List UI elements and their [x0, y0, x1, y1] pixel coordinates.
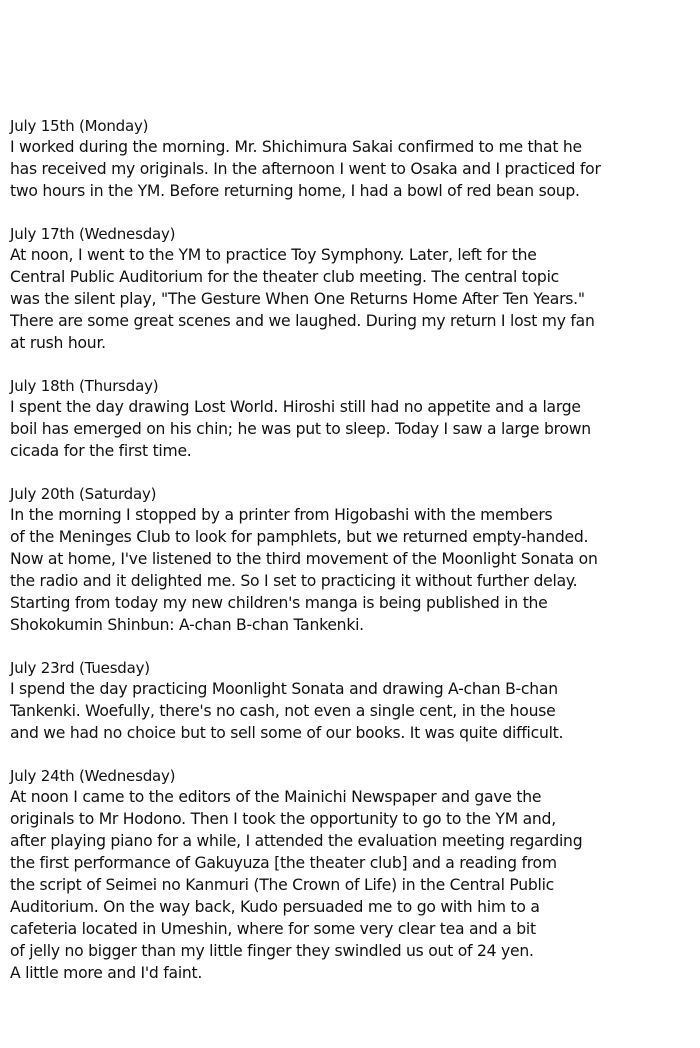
entry-line: of jelly no bigger than my little finger they swindled us out of 24 yen. [10, 942, 534, 960]
diary-entry [10, 116, 694, 202]
entry-date: July 15th (Monday) [10, 117, 149, 135]
entry-line: Tankenki. Woefully, there's no cash, not even a single cent, in the house [10, 702, 556, 720]
entry-line: boil has emerged on his chin; he was put to sleep. Today I saw a large brown [10, 420, 591, 438]
entry-line: the radio and it delighted me. So I set to practicing it without further delay. [10, 572, 578, 590]
entry-line: In the morning I stopped by a printer from Higobashi with the members [10, 506, 553, 524]
entry-line: cafeteria located in Umeshin, where for some very clear tea and a bit [10, 920, 536, 938]
entry-line: of the Meninges Club to look for pamphlets, but we returned empty-handed. [10, 528, 589, 546]
entry-line: at rush hour. [10, 334, 106, 352]
entry-line: A little more and I'd faint. [10, 964, 203, 982]
entry-line: originals to Mr Hodono. Then I took the opportunity to go to the YM and, [10, 810, 556, 828]
entry-line: and we had no choice but to sell some of our books. It was quite difficult. [10, 724, 564, 742]
diary-entry [10, 766, 694, 984]
entry-line: Auditorium. On the way back, Kudo persuaded me to go with him to a [10, 898, 540, 916]
diary-entry [10, 658, 694, 744]
entry-line: the first performance of Gakuyuza [the theater club] and a reading from [10, 854, 557, 872]
entry-line: At noon, I went to the YM to practice Toy Symphony. Later, left for the [10, 246, 537, 264]
diary-entry [10, 376, 694, 462]
entry-line: Now at home, I've listened to the third movement of the Moonlight Sonata on [10, 550, 598, 568]
entry-line: has received my originals. In the afternoon I went to Osaka and I practiced for [10, 160, 601, 178]
entry-date: July 23rd (Tuesday) [10, 659, 150, 677]
entry-date: July 20th (Saturday) [10, 485, 157, 503]
entry-date: July 17th (Wednesday) [10, 225, 176, 243]
diary-page [10, 116, 694, 1006]
entry-line: after playing piano for a while, I attended the evaluation meeting regarding [10, 832, 583, 850]
entry-date: July 24th (Wednesday) [10, 767, 176, 785]
entry-line: Starting from today my new children's manga is being published in the [10, 594, 548, 612]
entry-line: Shokokumin Shinbun: A-chan B-chan Tankenki. [10, 616, 364, 634]
entry-line: two hours in the YM. Before returning home, I had a bowl of red bean soup. [10, 182, 580, 200]
entry-line: I spend the day practicing Moonlight Sonata and drawing A-chan B-chan [10, 680, 558, 698]
entry-line: Central Public Auditorium for the theater club meeting. The central topic [10, 268, 559, 286]
diary-entry [10, 224, 694, 354]
entry-line: I spent the day drawing Lost World. Hiroshi still had no appetite and a large [10, 398, 581, 416]
entry-date: July 18th (Thursday) [10, 377, 159, 395]
entry-line: There are some great scenes and we laughed. During my return I lost my fan [10, 312, 595, 330]
entry-line: was the silent play, "The Gesture When One Returns Home After Ten Years." [10, 290, 585, 308]
entry-line: the script of Seimei no Kanmuri (The Crown of Life) in the Central Public [10, 876, 555, 894]
entry-line: At noon I came to the editors of the Mainichi Newspaper and gave the [10, 788, 542, 806]
entry-line: cicada for the first time. [10, 442, 192, 460]
entry-line: I worked during the morning. Mr. Shichimura Sakai confirmed to me that he [10, 138, 582, 156]
diary-entry [10, 484, 694, 636]
